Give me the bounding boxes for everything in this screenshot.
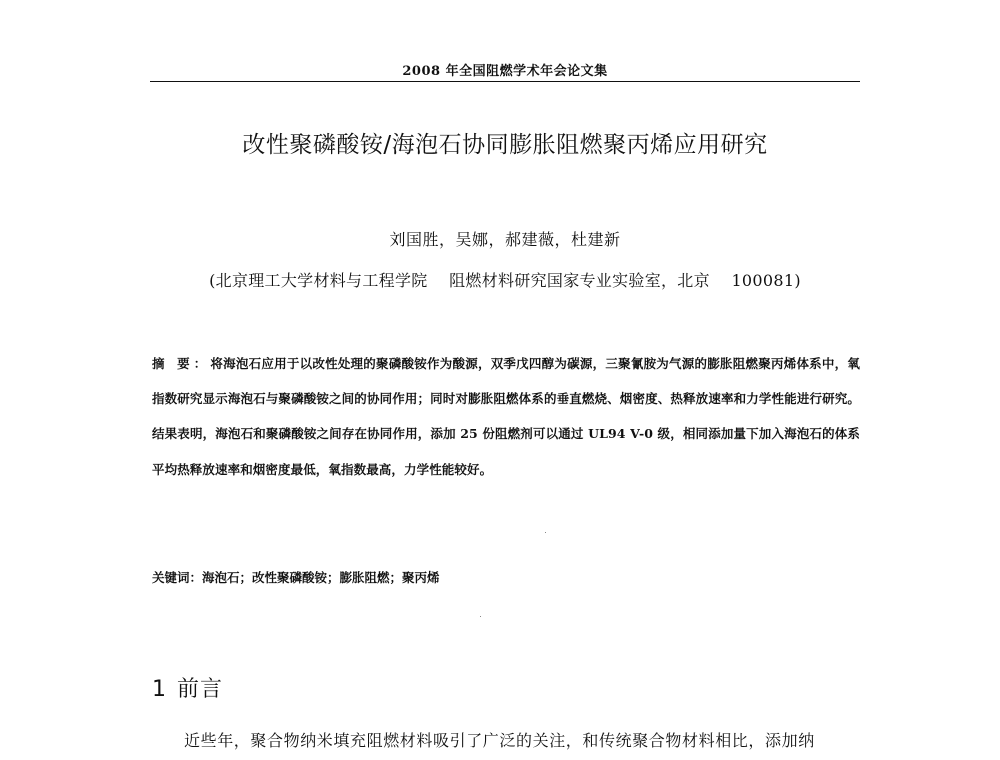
paper-title: 改性聚磷酸铵/海泡石协同膨胀阻燃聚丙烯应用研究 (242, 132, 768, 158)
section-heading (152, 672, 223, 703)
section-number: 1 (152, 677, 167, 702)
scan-speck (480, 616, 481, 617)
section-title: 前言 (177, 677, 224, 702)
keywords-label: 关键词： (152, 570, 203, 585)
abstract (152, 346, 860, 487)
body-paragraph: 近些年，聚合物纳米填充阻燃材料吸引了广泛的关注，和传统聚合物材料相比，添加纳 (184, 731, 815, 750)
keywords (152, 568, 860, 586)
header-rule (150, 81, 860, 82)
affiliation: (北京理工大学材料与工程学院 阻燃材料研究国家专业实验室，北京 100081) (209, 271, 801, 290)
abstract-label: 摘 要： (152, 356, 211, 371)
author-list: 刘国胜，吴娜，郝建薇，杜建新 (389, 230, 621, 249)
keywords-text: 海泡石；改性聚磷酸铵；膨胀阻燃；聚丙烯 (202, 570, 440, 585)
running-header: 2008 年全国阻燃学术年会论文集 (402, 64, 608, 79)
scan-speck (545, 532, 546, 533)
abstract-text: 将海泡石应用于以改性处理的聚磷酸铵作为酸源，双季戊四醇为碳源，三聚氰胺为气源的膨胀阻燃聚丙烯体系中，氧指数研究显示海泡石与聚磷酸铵之间的协同作用；同时对膨胀阻燃体系的垂直燃烧、烟密度、热释放速率和力学性能进行研究。结果表明，海泡石和聚磷酸铵之间存在协同作用，添加 25 份阻燃剂可以通过 UL94 V-0 级，相同添加量下加入海泡石的体系平均热释放速率和烟密度最低，氧指数最高，力学性能较好。 (152, 356, 860, 477)
